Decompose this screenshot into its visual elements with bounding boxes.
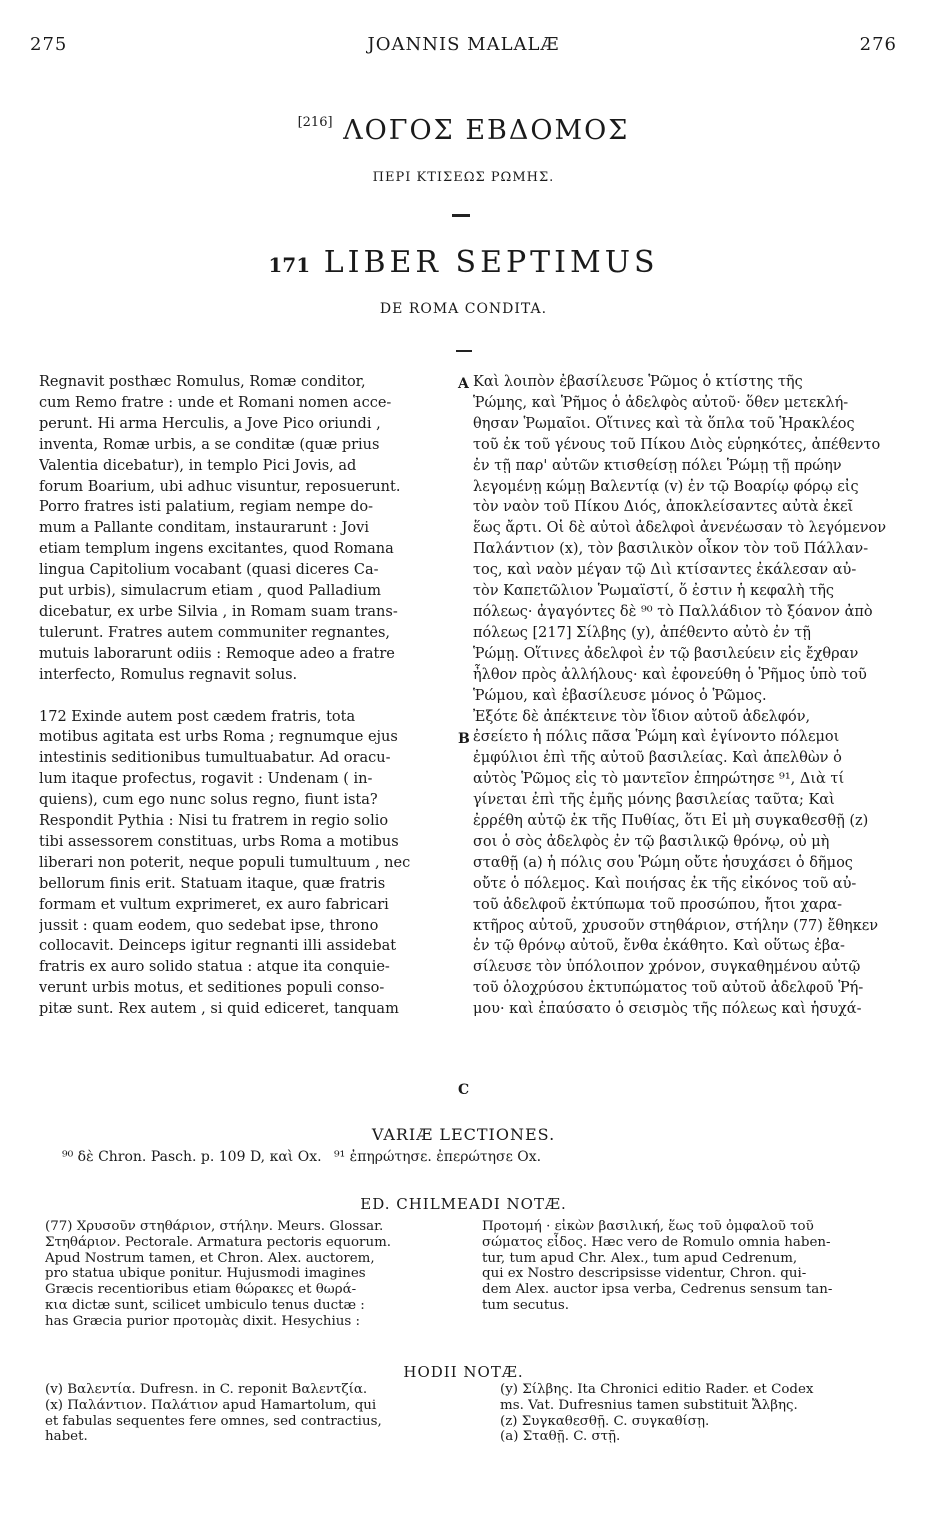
greek-line: θησαν Ῥωμαῖοι. Οἵτινες καὶ τὰ ὅπλα τοῦ Ἡρακλέος bbox=[473, 415, 855, 432]
greek-line: τὸν Καπετῶλιον Ῥωμαϊστί, ὅ ἐστιν ἡ κεφαλὴ τῆς bbox=[473, 583, 834, 600]
note-line: tur, tum apud Chr. Alex., tum apud Cedrenum, bbox=[482, 1250, 798, 1266]
note-line: et fabulas sequentes fere omnes, sed contractius, bbox=[45, 1413, 382, 1429]
greek-line: ἐν τῷ θρόνῳ αὐτοῦ, ἔνθα ἐκάθητο. Καὶ οὕτως ἐβα- bbox=[473, 938, 845, 955]
latin-line: collocavit. Deinceps igitur regnanti illi assidebat bbox=[39, 938, 397, 955]
note-line: Græcis recentioribus etiam θώρακες et θωρά- bbox=[45, 1282, 357, 1298]
latin-section-number: 171 bbox=[268, 253, 311, 277]
variae-lectiones-entries bbox=[62, 1149, 541, 1165]
greek-line: Ῥώμου, καὶ ἐβασίλευσε μόνος ὁ Ῥῶμος. bbox=[473, 687, 767, 704]
latin-line: motibus agitata est urbs Roma ; regnumque ejus bbox=[39, 729, 398, 746]
greek-line: Ἐξότε δὲ ἀπέκτεινε τὸν ἴδιον αὐτοῦ ἀδελφόν, bbox=[473, 708, 811, 725]
title-divider-1 bbox=[452, 214, 470, 217]
chilmead-notes-heading: ED. CHILMEADI NOTÆ. bbox=[360, 1195, 567, 1213]
latin-line: interfecto, Romulus regnavit solus. bbox=[39, 666, 298, 683]
latin-subtitle: DE ROMA CONDITA. bbox=[379, 301, 548, 317]
greek-line: μου· καὶ ἐπαύσατο ὁ σεισμὸς τῆς πόλεως καὶ ἡσυχά- bbox=[473, 1001, 862, 1018]
note-line: (x) Παλάντιον. Παλάτιον apud Hamartolum, qui bbox=[45, 1397, 377, 1413]
greek-line: λεγομένῃ κώμῃ Βαλεντίᾳ (v) ἐν τῷ Βοαρίῳ φόρῳ εἰς bbox=[473, 478, 859, 495]
note-line: dem Alex. auctor ipsa verba, Cedrenus sensum tan- bbox=[482, 1282, 833, 1298]
greek-text-column bbox=[473, 372, 895, 1020]
greek-line: αὐτὸς Ῥῶμος εἰς τὸ μαντεῖον ἐπηρώτησε ⁹¹, Διὰ τί bbox=[473, 771, 845, 788]
latin-line: mutuis laborarunt odiis : Remoque adeo a fratre bbox=[39, 645, 395, 662]
greek-line: ἐσείετο ἡ πόλις πᾶσα Ῥώμη καὶ ἐγίνοντο πόλεμοι bbox=[473, 729, 840, 746]
hodii-notes-heading: HODII NOTÆ. bbox=[403, 1363, 524, 1381]
latin-line: quiens), cum ego nunc solus regno, fiunt ista? bbox=[39, 792, 378, 809]
margin-marker-c: C bbox=[458, 1082, 470, 1098]
note-line: (v) Βαλεντία. Dufresn. in C. reponit Βαλεντζία. bbox=[45, 1382, 368, 1397]
page-number-left: 275 bbox=[30, 34, 68, 55]
greek-line: Ῥώμῃ. Οἵτινες ἀδελφοὶ ἐν τῷ βασιλεύειν εἰς ἔχθραν bbox=[473, 645, 859, 662]
latin-line: liberari non poterit, neque populi tumultuum , nec bbox=[39, 854, 411, 871]
greek-line: ἐμφύλιοι ἐπὶ τῆς αὐτοῦ βασιλείας. Καὶ ἀπελθὼν ὁ bbox=[473, 750, 842, 767]
greek-line: οὔτε ὁ πόλεμος. Καὶ ποιήσας ἐκ τῆς εἰκόνος τοῦ αὐ- bbox=[473, 875, 857, 892]
latin-line: Respondit Pythia : Nisi tu fratrem in regio solio bbox=[39, 813, 389, 830]
note-line: Στηθάριον. Pectorale. Armatura pectoris equorum. bbox=[45, 1234, 392, 1250]
greek-line: πόλεως· ἀγαγόντες δὲ ⁹⁰ τὸ Παλλάδιον τὸ ξόανον ἀπὸ bbox=[473, 603, 873, 620]
latin-line: intestinis seditionibus tumultuabatur. Ad oracu- bbox=[39, 750, 391, 767]
latin-line: cum Remo fratre : unde et Romani nomen acce- bbox=[39, 394, 392, 411]
latin-line: formam et vultum exprimeret, ex auro fabricari bbox=[39, 896, 389, 913]
latin-line: verunt urbis motus, et seditiones populi conso- bbox=[39, 980, 385, 997]
greek-line: τοῦ ἀδελφοῦ ἐκτύπωμα τοῦ προσώπου, ἤτοι χαρα- bbox=[473, 896, 843, 913]
title-divider-2 bbox=[456, 350, 472, 352]
latin-title-line bbox=[0, 245, 927, 280]
greek-subtitle: ΠΕΡΙ ΚΤΙΣΕΩΣ ΡΩΜΗΣ. bbox=[372, 170, 555, 185]
latin-line: Valentia dicebatur), in templo Pici Jovis, ad bbox=[39, 457, 357, 474]
latin-line bbox=[39, 686, 455, 707]
latin-line: perunt. Hi arma Herculis, a Jove Pico oriundi , bbox=[39, 415, 381, 432]
latin-title: LIBER SEPTIMUS bbox=[323, 245, 659, 280]
note-line: habet. bbox=[45, 1429, 88, 1445]
latin-line: tibi assessorem constituas, urbs Roma a motibus bbox=[39, 833, 399, 850]
greek-line: ἐρρέθη αὐτῷ ἐκ τῆς Πυθίας, ὅτι Εἰ μὴ συγκαθεσθῇ (z) bbox=[473, 813, 869, 830]
greek-line: Καὶ λοιπὸν ἐβασίλευσε Ῥῶμος ὁ κτίστης τῆς bbox=[473, 374, 803, 390]
note-line: has Græcia purior προτομὰς dixit. Hesychius : bbox=[45, 1313, 361, 1329]
latin-line: jussit : quam eodem, quo sedebat ipse, throno bbox=[39, 917, 379, 934]
greek-title-line bbox=[0, 115, 927, 146]
latin-line: put urbis), simulacrum etiam , quod Palladium bbox=[39, 583, 381, 600]
note-line: (y) Σίλβης. Ita Chronici editio Rader. et Codex bbox=[500, 1382, 814, 1397]
variae-entry: ⁹¹ ἐπηρώτησε. ἐπερώτησε Ox. bbox=[334, 1149, 542, 1165]
latin-line: Regnavit posthæc Romulus, Romæ conditor, bbox=[39, 374, 366, 390]
note-line: qui ex Nostro descripsisse videntur, Chron. qui- bbox=[482, 1266, 807, 1282]
chilmead-notes-right bbox=[482, 1219, 902, 1314]
note-line: σώματος εἶδος. Hæc vero de Romulo omnia haben- bbox=[482, 1234, 831, 1250]
note-line: ms. Vat. Dufresnius tamen substituit Ἄλβης. bbox=[500, 1397, 798, 1413]
page-number-right: 276 bbox=[859, 34, 897, 55]
latin-line: Porro fratres isti palatium, regiam nempe do- bbox=[39, 499, 374, 516]
note-line: Προτομή · εἰκὼν βασιλική, ἕως τοῦ ὀμφαλοῦ τοῦ bbox=[482, 1219, 814, 1234]
greek-line: τοῦ ἐκ τοῦ γένους τοῦ Πίκου Διὸς εὑρηκότες, ἀπέθεντο bbox=[473, 436, 881, 453]
latin-line: fratris ex auro solido statua : atque ita conquie- bbox=[39, 959, 390, 976]
latin-line: forum Boarium, ubi adhuc visuntur, reposuerunt. bbox=[39, 478, 401, 495]
greek-line: σταθῇ (a) ἡ πόλις σου Ῥώμη οὔτε ἡσυχάσει ὁ δῆμος bbox=[473, 854, 853, 871]
greek-title: ΛΟΓΟΣ ΕΒΔΟΜΟΣ bbox=[343, 115, 630, 146]
note-line: tum secutus. bbox=[482, 1297, 570, 1313]
note-line: pro statua ubique ponitur. Hujusmodi imagines bbox=[45, 1266, 366, 1282]
greek-line: σίλευσε τὸν ὑπόλοιπον χρόνον, συγκαθημένου αὐτῷ bbox=[473, 959, 861, 976]
latin-line: lum itaque profectus, rogavit : Undenam ( in- bbox=[39, 771, 373, 788]
latin-line: etiam templum ingens excitantes, quod Romana bbox=[39, 541, 394, 558]
variae-entry: ⁹⁰ δὲ Chron. Pasch. p. 109 D, καὶ Ox. bbox=[62, 1149, 322, 1165]
greek-line: σοι ὁ σὸς ἀδελφὸς ἐν τῷ βασιλικῷ θρόνῳ, οὐ μὴ bbox=[473, 833, 830, 850]
note-line: (77) Χρυσοῦν στηθάριον, στήλην. Meurs. Glossar. bbox=[45, 1219, 384, 1234]
greek-line: πόλεως [217] Σίλβης (y), ἀπέθεντο αὐτὸ ἐν τῇ bbox=[473, 624, 811, 641]
running-title: JOANNIS MALALÆ bbox=[367, 34, 560, 55]
greek-line: ἦλθον πρὸς ἀλλήλους· καὶ ἐφονεύθη ὁ Ῥῆμος ὑπὸ τοῦ bbox=[473, 666, 867, 683]
latin-line: pitæ sunt. Rex autem , si quid ediceret, tanquam bbox=[39, 1001, 399, 1018]
latin-line: lingua Capitolium vocabant (quasi diceres Ca- bbox=[39, 562, 379, 579]
note-line: Apud Nostrum tamen, et Chron. Alex. auctorem, bbox=[45, 1250, 375, 1266]
latin-line: tulerunt. Fratres autem communiter regnantes, bbox=[39, 624, 391, 641]
chilmead-notes-left bbox=[45, 1219, 465, 1330]
note-line: (a) Σταθῇ. C. στῇ. bbox=[500, 1429, 621, 1445]
latin-line: 172 Exinde autem post cædem fratris, tota bbox=[39, 708, 356, 725]
latin-line: mum a Pallante conditam, instaurarunt : Jovi bbox=[39, 520, 369, 537]
greek-line: τος, καὶ ναὸν μέγαν τῷ Διὶ κτίσαντες ἐκάλεσαν αὐ- bbox=[473, 562, 857, 579]
margin-marker-a: A bbox=[458, 376, 469, 392]
greek-line: Ῥώμης, καὶ Ῥῆμος ὁ ἀδελφὸς αὐτοῦ· ὅθεν μετεκλή- bbox=[473, 394, 849, 411]
margin-marker-b: B bbox=[458, 731, 470, 747]
greek-line: γίνεται ἐπὶ τῆς ἐμῆς μόνης βασιλείας ταῦτα; Καὶ bbox=[473, 792, 835, 809]
greek-line: Παλάντιον (x), τὸν βασιλικὸν οἶκον τὸν τοῦ Πάλλαν- bbox=[473, 541, 869, 558]
latin-line: bellorum finis erit. Statuam itaque, quæ fratris bbox=[39, 875, 386, 892]
greek-line: κτῆρος αὐτοῦ, χρυσοῦν στηθάριον, στήλην (77) ἔθηκεν bbox=[473, 917, 879, 934]
greek-line: ἐν τῇ παρ' αὐτῶν κτισθείσῃ πόλει Ῥώμῃ τῇ πρώην bbox=[473, 457, 842, 474]
greek-line: τὸν ναὸν τοῦ Πίκου Διός, ἀποκλείσαντες αὐτὰ ἐκεῖ bbox=[473, 499, 854, 516]
latin-line: inventa, Romæ urbis, a se conditæ (quæ prius bbox=[39, 436, 380, 453]
latin-line: dicebatur, ex urbe Silvia , in Romam suam trans- bbox=[39, 603, 398, 620]
greek-line: τοῦ ὁλοχρύσου ἐκτυπώματος τοῦ αὐτοῦ ἀδελφοῦ Ῥή- bbox=[473, 980, 864, 997]
greek-page-marker: [216] bbox=[297, 115, 333, 130]
variae-lectiones-heading: VARIÆ LECTIONES. bbox=[371, 1125, 556, 1144]
note-line: (z) Συγκαθεσθῇ. C. συγκαθίσῃ. bbox=[500, 1413, 710, 1429]
hodii-notes-left bbox=[45, 1382, 465, 1445]
hodii-notes-right bbox=[500, 1382, 900, 1445]
note-line: κια dictæ sunt, scilicet umbiculo tenus ductæ : bbox=[45, 1297, 365, 1313]
latin-text-column bbox=[39, 372, 455, 1020]
greek-line: ἕως ἄρτι. Οἱ δὲ αὐτοὶ ἀδελφοὶ ἀνενέωσαν τὸ λεγόμενον bbox=[473, 520, 887, 537]
